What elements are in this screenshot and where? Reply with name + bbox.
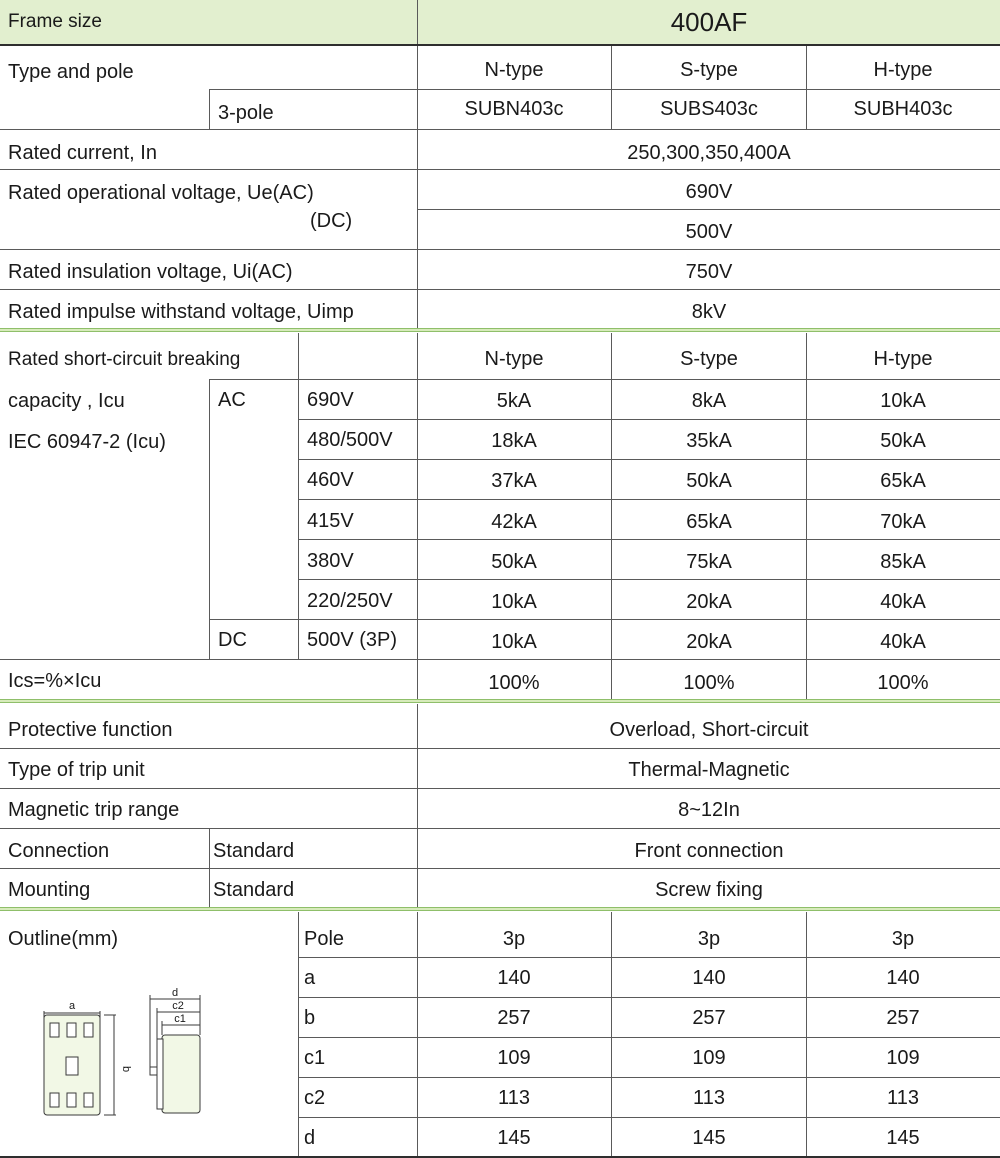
outline-value: 113	[498, 1087, 530, 1109]
breaking-value: 10kA	[491, 631, 537, 653]
breaking-voltage: 415V	[307, 510, 354, 532]
model-h: SUBH403c	[853, 98, 953, 120]
ics-value: 100%	[488, 672, 540, 694]
outline-value: 113	[887, 1087, 919, 1109]
breaking-voltage: 500V (3P)	[307, 629, 398, 651]
breaking-value: 65kA	[880, 470, 926, 492]
mounting-value: Screw fixing	[655, 879, 763, 901]
outline-value: 140	[497, 967, 531, 989]
mounting-sub: Standard	[213, 879, 295, 901]
dim-c1-label: c1	[174, 1013, 186, 1025]
breaking-value: 42kA	[491, 511, 537, 533]
breaker-outline-diagram	[30, 975, 210, 1135]
ics-value: 100%	[877, 672, 929, 694]
outline-label: Outline(mm)	[8, 928, 119, 950]
rated-op-voltage-dc: 500V	[685, 221, 733, 243]
breaking-label-line3: IEC 60947-2 (Icu)	[8, 431, 166, 453]
outline-value: 140	[692, 967, 726, 989]
connection-value: Front connection	[634, 840, 784, 862]
pole-label: 3-pole	[218, 102, 274, 124]
breaking-type-h: H-type	[873, 348, 933, 370]
outline-value: 145	[886, 1127, 920, 1149]
breaking-type-n: N-type	[484, 348, 544, 370]
breaking-voltage: 220/250V	[307, 590, 393, 612]
connection-sub: Standard	[213, 840, 295, 862]
breaking-value: 85kA	[880, 551, 926, 573]
type-h-header: H-type	[873, 59, 933, 81]
magnetic-trip-label: Magnetic trip range	[8, 799, 180, 821]
ics-value: 100%	[683, 672, 735, 694]
breaking-value: 75kA	[686, 551, 732, 573]
model-s: SUBS403c	[660, 98, 758, 120]
outline-value: 109	[886, 1047, 920, 1069]
outline-value: 109	[497, 1047, 531, 1069]
outline-row-name: b	[304, 1007, 316, 1029]
rated-current-label: Rated current, In	[8, 142, 157, 164]
frame-size-header	[0, 0, 1000, 44]
breaking-value: 18kA	[491, 430, 537, 452]
rated-impulse-label: Rated impulse withstand voltage, Uimp	[8, 301, 354, 323]
rated-op-voltage-dc-label: (DC)	[310, 210, 353, 232]
protective-function-label: Protective function	[8, 719, 173, 741]
breaking-voltage: 380V	[307, 550, 354, 572]
outline-value: 3p	[697, 928, 721, 950]
outline-row-name: c2	[304, 1087, 326, 1109]
dim-d-label: d	[171, 987, 179, 999]
breaking-value: 20kA	[686, 591, 732, 613]
dim-a-label: a	[68, 1000, 76, 1012]
rated-current-value: 250,300,350,400A	[627, 142, 791, 164]
rated-insulation-value: 750V	[685, 261, 733, 283]
breaking-value: 20kA	[686, 631, 732, 653]
dim-b-label: b	[120, 1065, 132, 1073]
protective-function-value: Overload, Short-circuit	[609, 719, 809, 741]
dim-c2-label: c2	[172, 1000, 184, 1012]
section-separator	[0, 328, 1000, 332]
breaking-value: 10kA	[880, 390, 926, 412]
breaking-value: 65kA	[686, 511, 732, 533]
breaking-voltage: 480/500V	[307, 429, 393, 451]
breaking-label-line1: Rated short-circuit breaking	[8, 349, 241, 370]
breaking-value: 40kA	[880, 591, 926, 613]
type-pole-label: Type and pole	[8, 61, 134, 83]
trip-unit-value: Thermal-Magnetic	[628, 759, 790, 781]
outline-value: 109	[692, 1047, 726, 1069]
outline-value: 257	[497, 1007, 531, 1029]
rated-op-voltage-label: Rated operational voltage, Ue(AC)	[8, 182, 314, 204]
rated-op-voltage-ac: 690V	[685, 181, 733, 203]
outline-value: 3p	[502, 928, 526, 950]
section-separator	[0, 907, 1000, 911]
breaking-value: 8kA	[691, 390, 727, 412]
outline-row-name: d	[304, 1127, 316, 1149]
trip-unit-label: Type of trip unit	[8, 759, 145, 781]
outline-value: 3p	[891, 928, 915, 950]
ac-label: AC	[218, 389, 246, 411]
type-s-header: S-type	[680, 59, 738, 81]
breaking-value: 37kA	[491, 470, 537, 492]
breaking-value: 35kA	[686, 430, 732, 452]
outline-value: 145	[692, 1127, 726, 1149]
breaking-value: 50kA	[880, 430, 926, 452]
breaking-voltage: 690V	[307, 389, 354, 411]
connection-label: Connection	[8, 840, 110, 862]
outline-value: 113	[693, 1087, 725, 1109]
mounting-label: Mounting	[8, 879, 91, 901]
breaking-label-line2: capacity , Icu	[8, 390, 125, 412]
breaking-value: 70kA	[880, 511, 926, 533]
rated-insulation-label: Rated insulation voltage, Ui(AC)	[8, 261, 293, 283]
breaking-value: 5kA	[496, 390, 532, 412]
breaking-value: 40kA	[880, 631, 926, 653]
dc-label: DC	[218, 629, 247, 651]
breaking-value: 50kA	[686, 470, 732, 492]
outline-row-name: c1	[304, 1047, 326, 1069]
magnetic-trip-value: 8~12In	[678, 799, 740, 821]
section-separator	[0, 699, 1000, 703]
ics-label: Ics=%×Icu	[8, 670, 102, 692]
type-n-header: N-type	[484, 59, 544, 81]
rated-impulse-value: 8kV	[691, 301, 727, 323]
model-n: SUBN403c	[464, 98, 564, 120]
breaking-type-s: S-type	[680, 348, 738, 370]
breaking-value: 10kA	[491, 591, 537, 613]
outline-value: 140	[886, 967, 920, 989]
outline-value: 257	[886, 1007, 920, 1029]
breaking-voltage: 460V	[307, 469, 354, 491]
outline-row-name: a	[304, 967, 316, 989]
outline-value: 257	[692, 1007, 726, 1029]
breaking-value: 50kA	[491, 551, 537, 573]
outline-value: 145	[497, 1127, 531, 1149]
frame-size-label: Frame size	[8, 11, 102, 32]
outline-row-name: Pole	[304, 928, 345, 950]
frame-size-value: 400AF	[670, 7, 748, 37]
